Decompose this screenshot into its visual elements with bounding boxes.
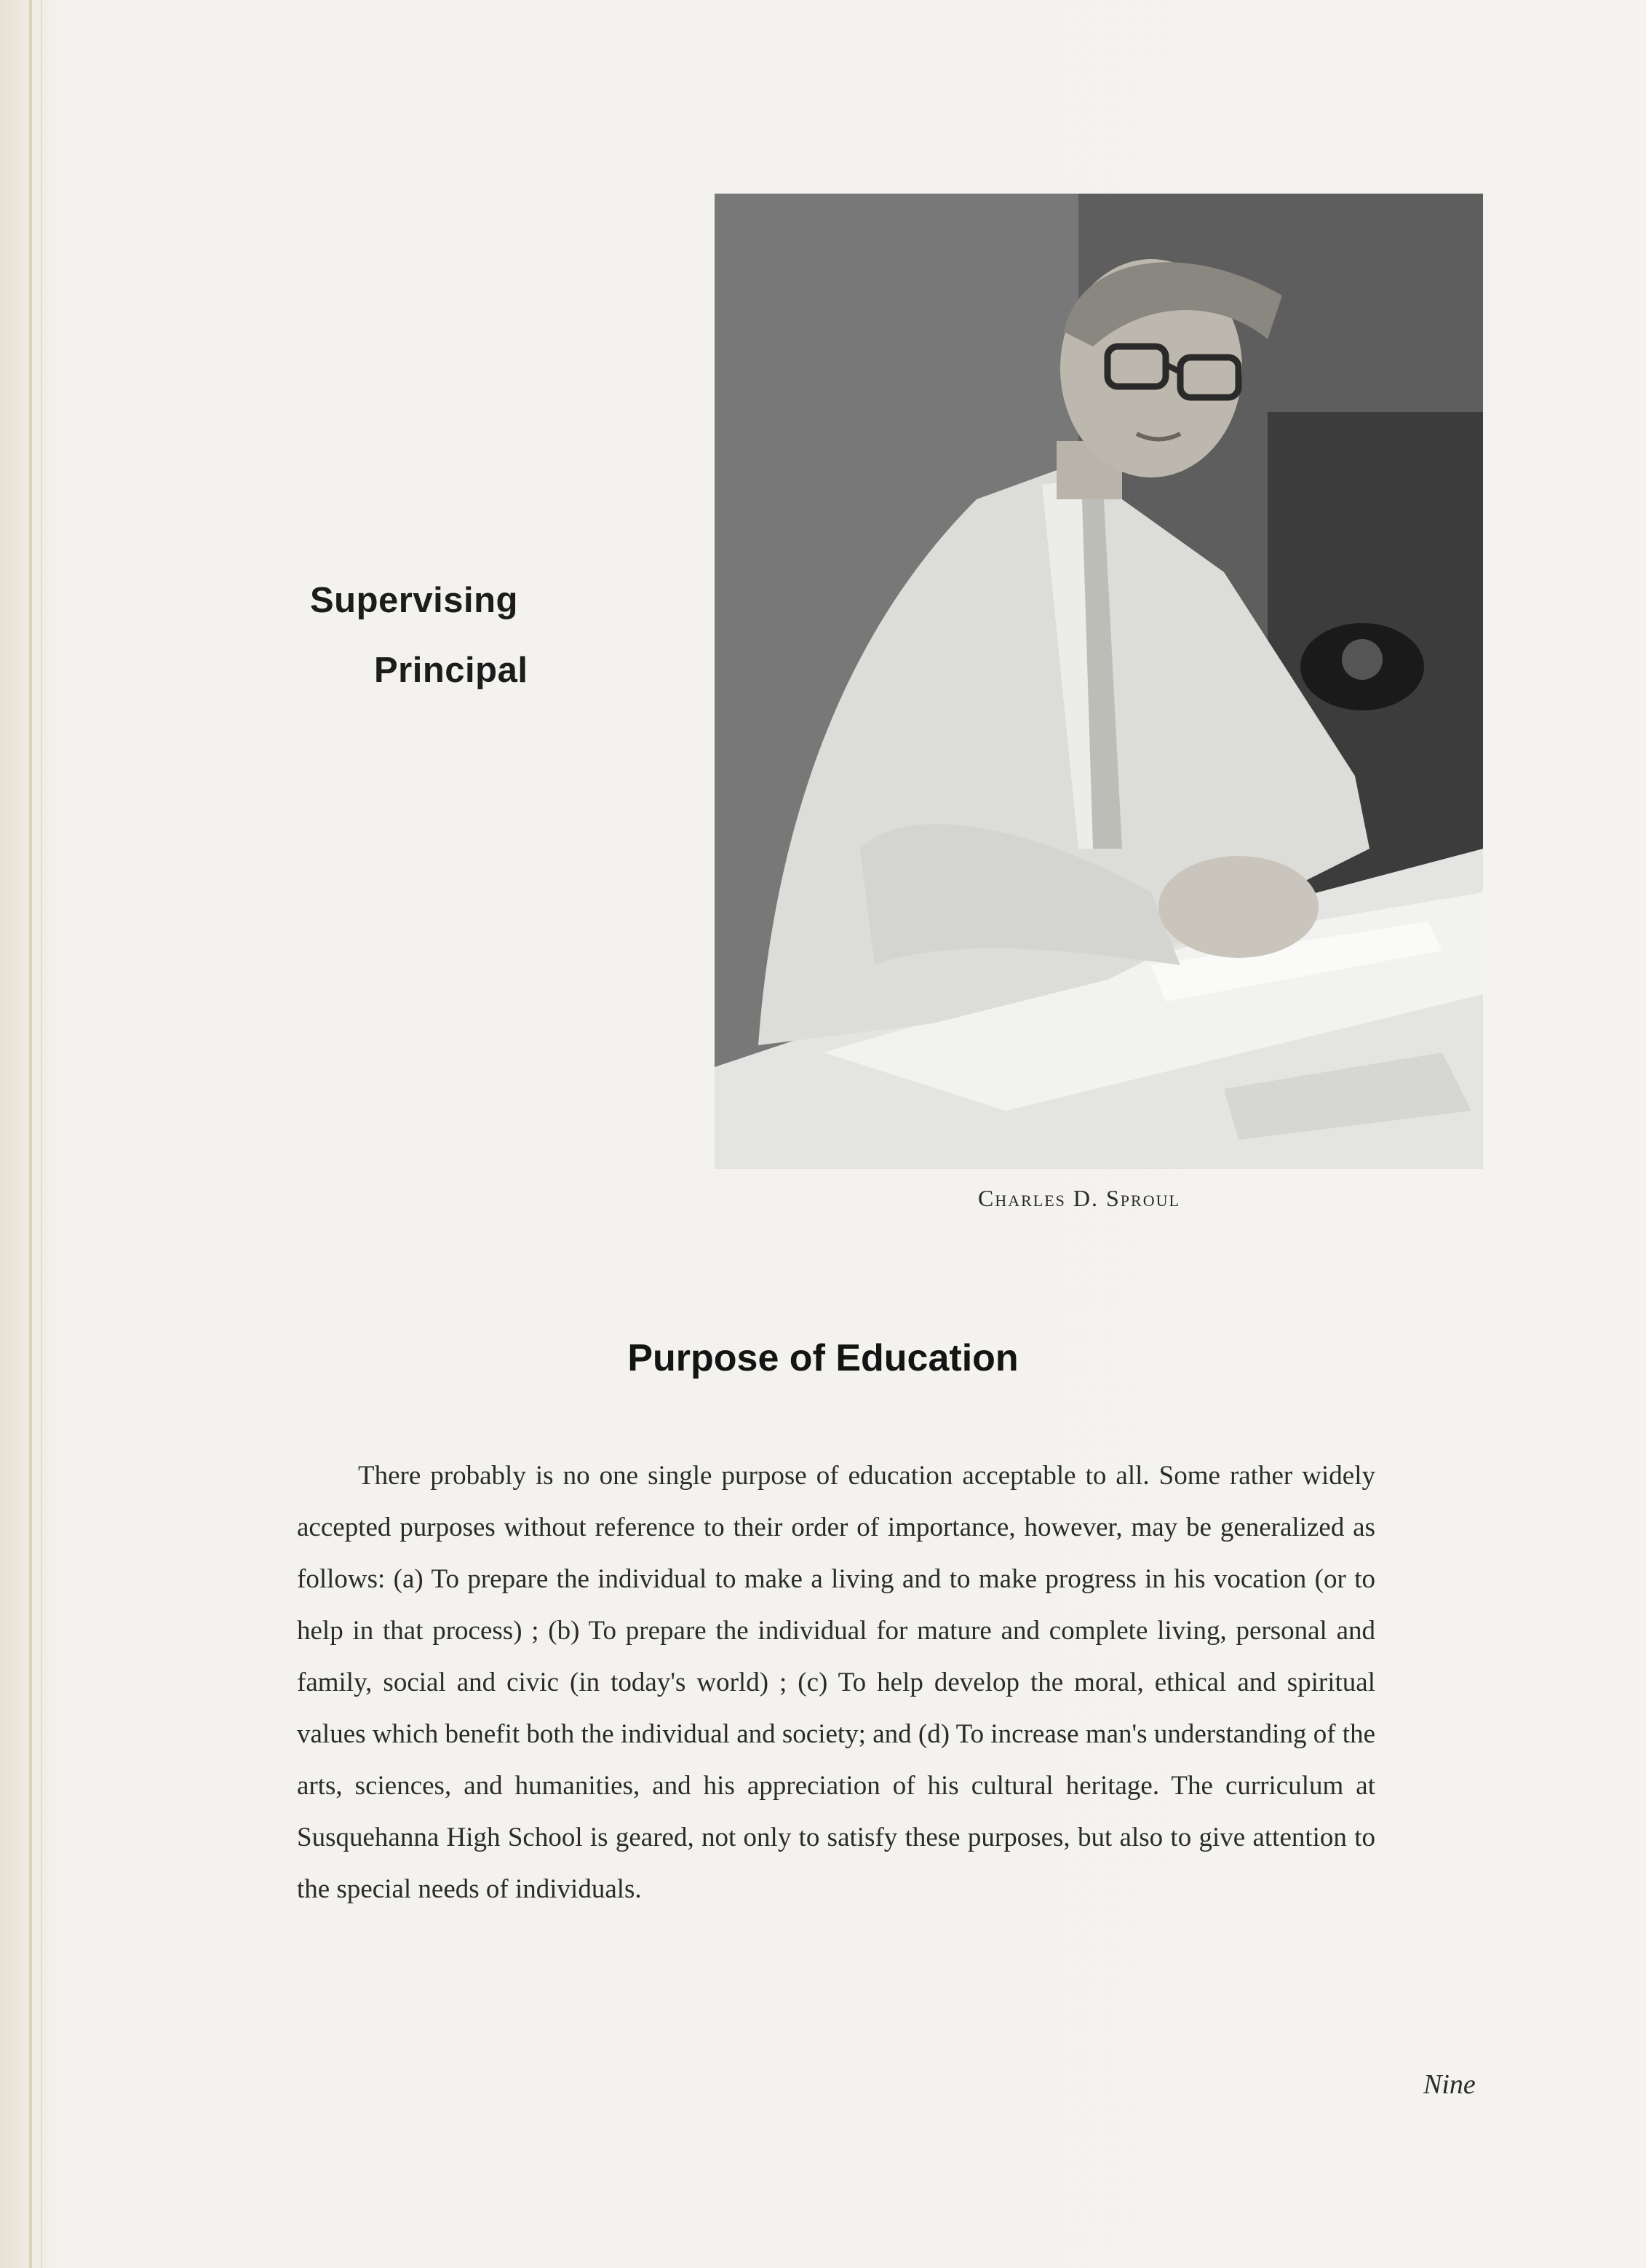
section-title: Purpose of Education: [627, 1337, 1019, 1379]
photo-caption: Charles D. Sproul: [978, 1185, 1180, 1211]
heading-principal: Principal: [374, 651, 528, 690]
section-body-paragraph: There probably is no one single purpose of education acceptable to all. Some rather widely accepted purposes without reference to their order of importance, however, may be generalized as follows: (a) To prepare the individual to make a living and to make progress in his vocation (or to help in that process) ; (b) To prepare the individual for mature and complete living, personal and family, social and civic (in today's world) ; (c) To help develop the moral, ethical and spiritual values which benefit both the individual and society; and (d) To increase man's understanding of the arts, sciences, and humanities, and his appreciation of his cultural heritage. The curriculum at Susquehanna High School is geared, not only to satisfy these purposes, but also to give attention to the special needs of individuals.: [297, 1461, 1375, 1904]
page-number: Nine: [1423, 2069, 1476, 2100]
binding-gutter-edge: [41, 0, 42, 2268]
binding-gutter: [29, 0, 32, 2268]
heading-supervising: Supervising: [310, 581, 518, 620]
portrait-illustration: [715, 194, 1483, 1169]
principal-portrait-photo: [715, 194, 1483, 1169]
